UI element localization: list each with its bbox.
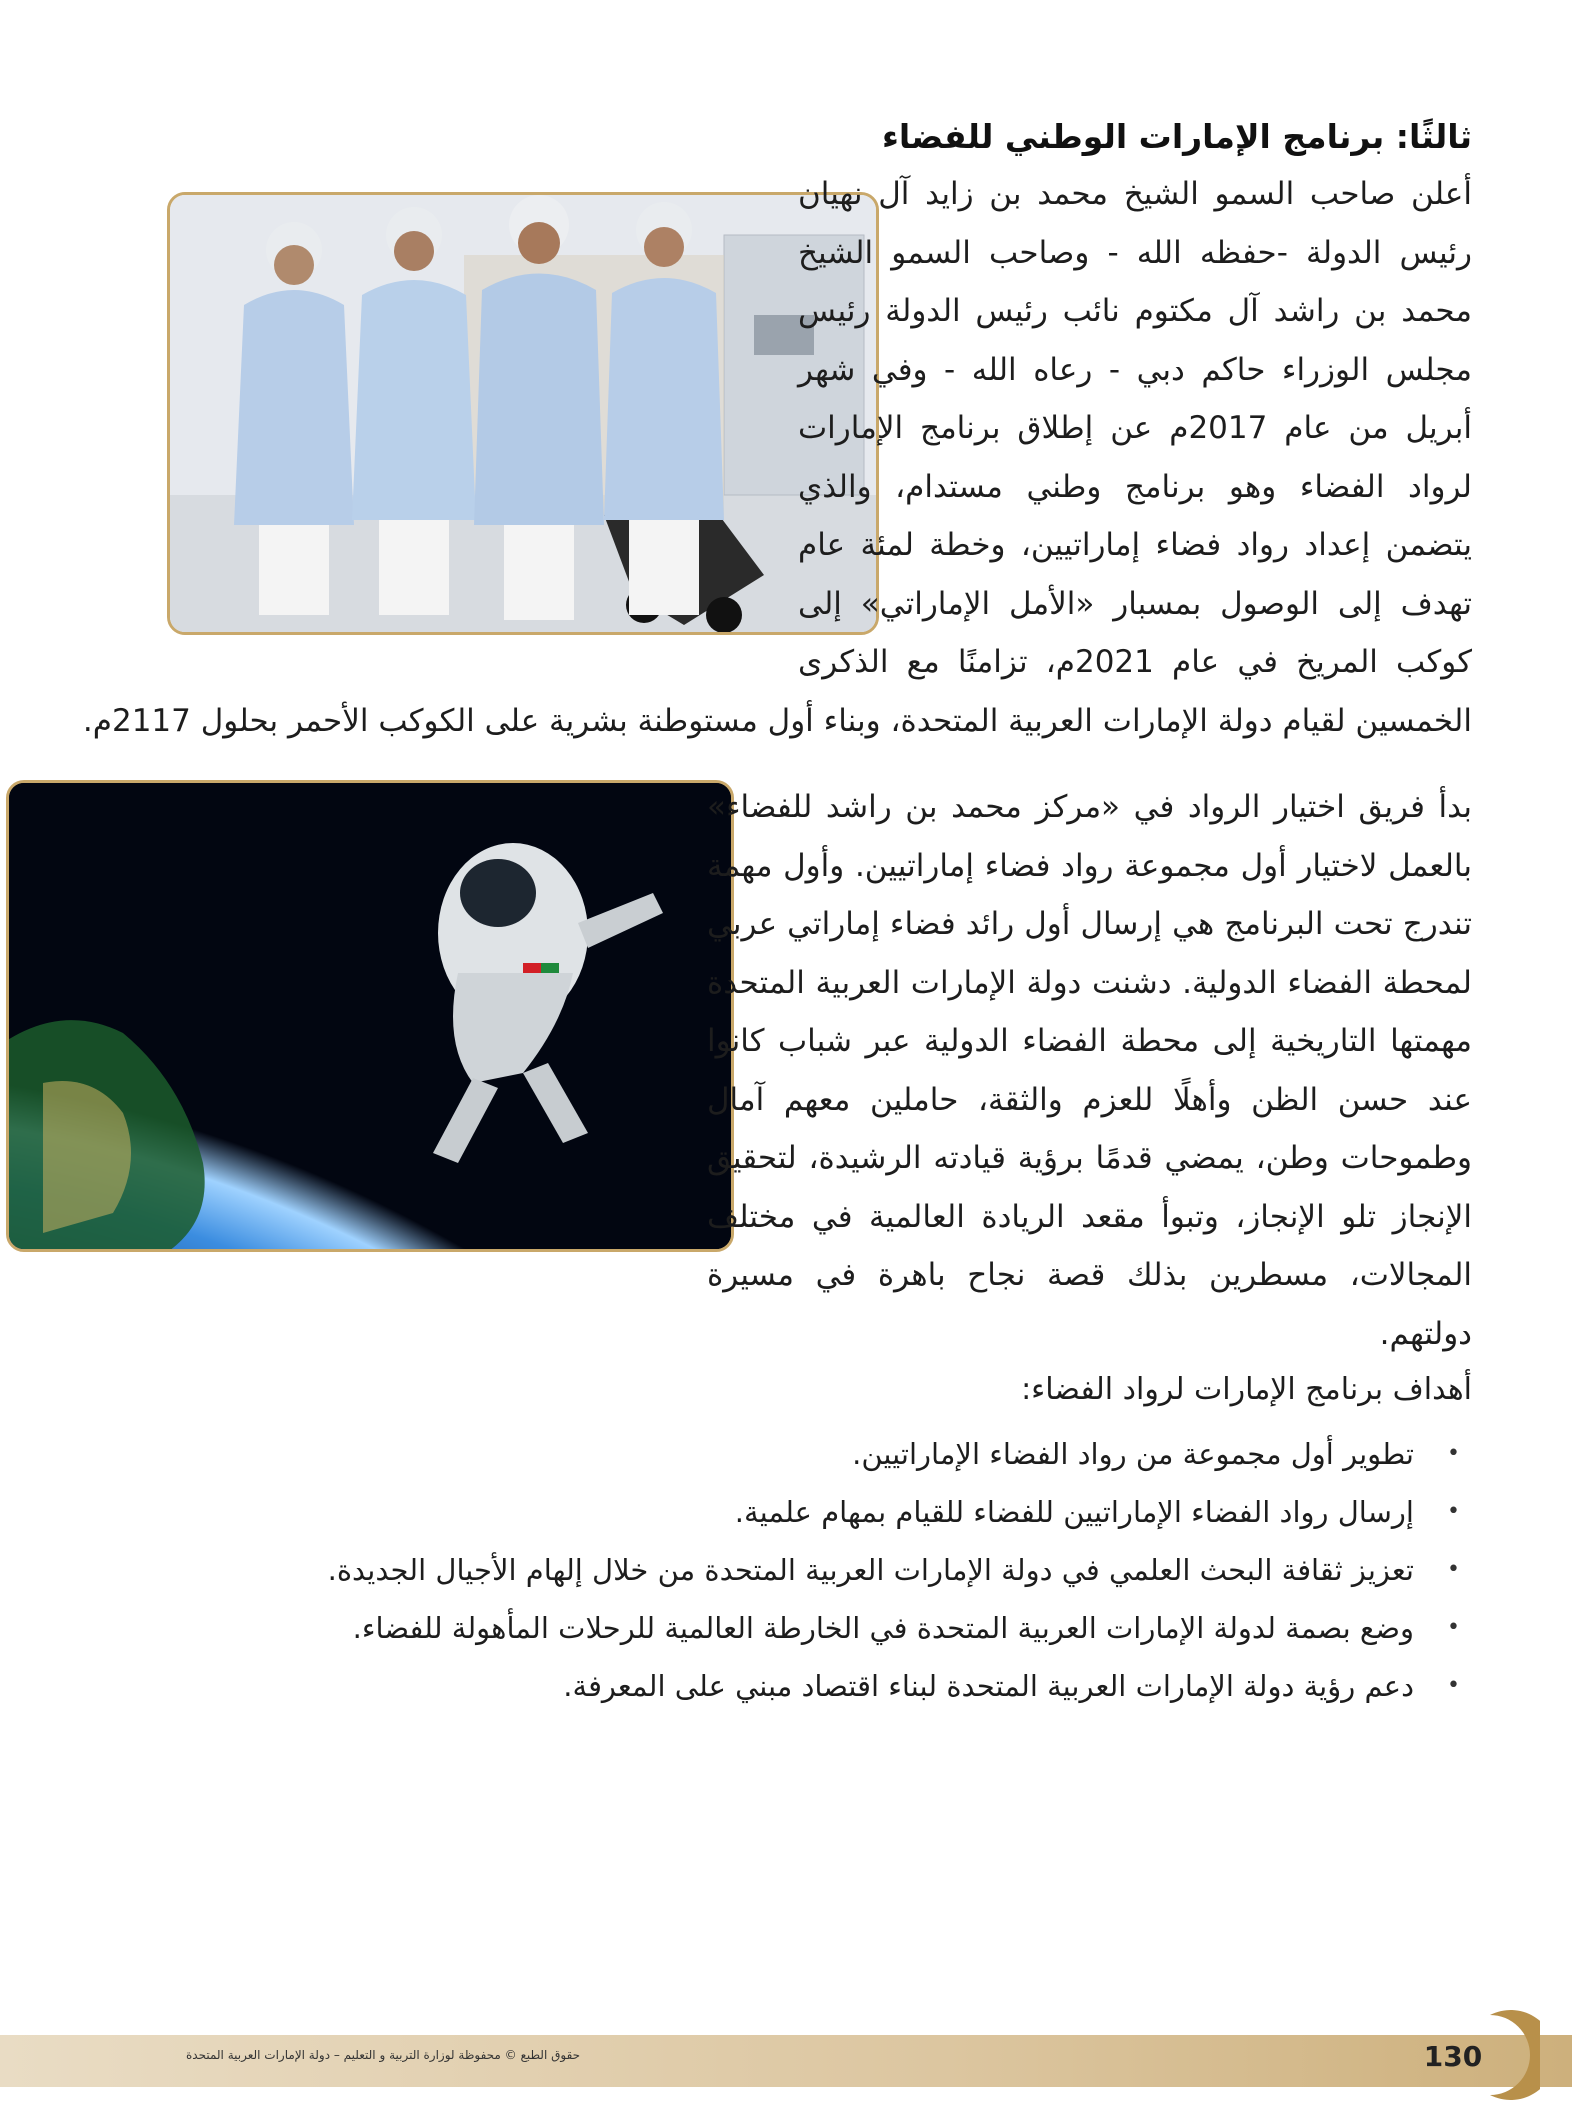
goals-title: أهداف برنامج الإمارات لرواد الفضاء: [1021, 1372, 1472, 1407]
list-item [172, 1483, 1472, 1541]
page-number: 130 [1423, 2040, 1483, 2073]
goal-text: تطوير أول مجموعة من رواد الفضاء الإماراتيين. [852, 1437, 1414, 1471]
goals-list [172, 1425, 1472, 1715]
paragraph-2-text: بدأ فريق اختيار الرواد في «مركز محمد بن راشد للفضاء» بالعمل لاختيار أول مجموعة رواد فضاء إماراتيين. وأول مهمة تندرج تحت البرنامج هي إرسال أول رائد فضاء إماراتي عربي لمحطة الفضاء الدولية. دشنت دولة الإمارات العربية المتحدة مهمتها التاريخية إلى محطة الفضاء الدولية عبر شباب كانوا عند حسن الظن وأهلًا للعزم والثقة، حاملين معهم آمال وطموحات وطن، يمضي قدمًا برؤية قيادته الرشيدة، لتحقيق الإنجاز تلو الإنجاز، وتبوأ مقعد الريادة العالمية في مختلف المجالات، مسطرين بذلك قصة نجاح باهرة في مسيرة دولتهم. [707, 789, 1472, 1352]
goal-text: دعم رؤية دولة الإمارات العربية المتحدة لبناء اقتصاد مبني على المعرفة. [563, 1669, 1414, 1703]
photo-1-spacer [82, 187, 768, 669]
paragraph-1 [82, 165, 1472, 750]
photo-2-spacer [0, 782, 677, 1264]
paragraph-2 [82, 778, 1472, 1363]
crescent-icon [1470, 2010, 1540, 2100]
section-heading: ثالثًا: برنامج الإمارات الوطني للفضاء [881, 117, 1472, 156]
bullet-icon: • [1447, 1673, 1460, 1698]
bullet-icon: • [1447, 1615, 1460, 1640]
goal-text: تعزيز ثقافة البحث العلمي في دولة الإمارات العربية المتحدة من خلال إلهام الأجيال الجديدة. [327, 1553, 1414, 1587]
list-item [172, 1657, 1472, 1715]
bullet-icon: • [1447, 1557, 1460, 1582]
bullet-icon: • [1447, 1499, 1460, 1524]
paragraph-1-text: أعلن صاحب السمو الشيخ محمد بن زايد آل نهيان رئيس الدولة -حفظه الله - وصاحب السمو الشيخ محمد بن راشد آل مكتوم نائب رئيس الدولة رئيس مجلس الوزراء حاكم دبي - رعاه الله - وفي شهر أبريل من عام 2017م عن إطلاق برنامج الإمارات لرواد الفضاء وهو برنامج وطني مستدام، والذي يتضمن إعداد رواد فضاء إماراتيين، وخطة لمئة عام تهدف إلى الوصول بمسبار «الأمل الإماراتي» إلى كوكب المريخ في عام 2021م، تزامنًا مع الذكرى الخمسين لقيام دولة الإمارات العربية المتحدة، وبناء أول مستوطنة بشرية على الكوكب الأحمر بحلول 2117م. [82, 176, 1472, 739]
list-item [172, 1425, 1472, 1483]
goal-text: إرسال رواد الفضاء الإماراتيين للفضاء للقيام بمهام علمية. [734, 1495, 1414, 1529]
footer-copyright: حقوق الطبع © محفوظة لوزارة التربية و التعليم – دولة الإمارات العربية المتحدة [186, 2048, 581, 2062]
list-item [172, 1541, 1472, 1599]
bullet-icon: • [1447, 1441, 1460, 1466]
list-item [172, 1599, 1472, 1657]
goal-text: وضع بصمة لدولة الإمارات العربية المتحدة في الخارطة العالمية للرحلات المأهولة للفضاء. [352, 1611, 1414, 1645]
